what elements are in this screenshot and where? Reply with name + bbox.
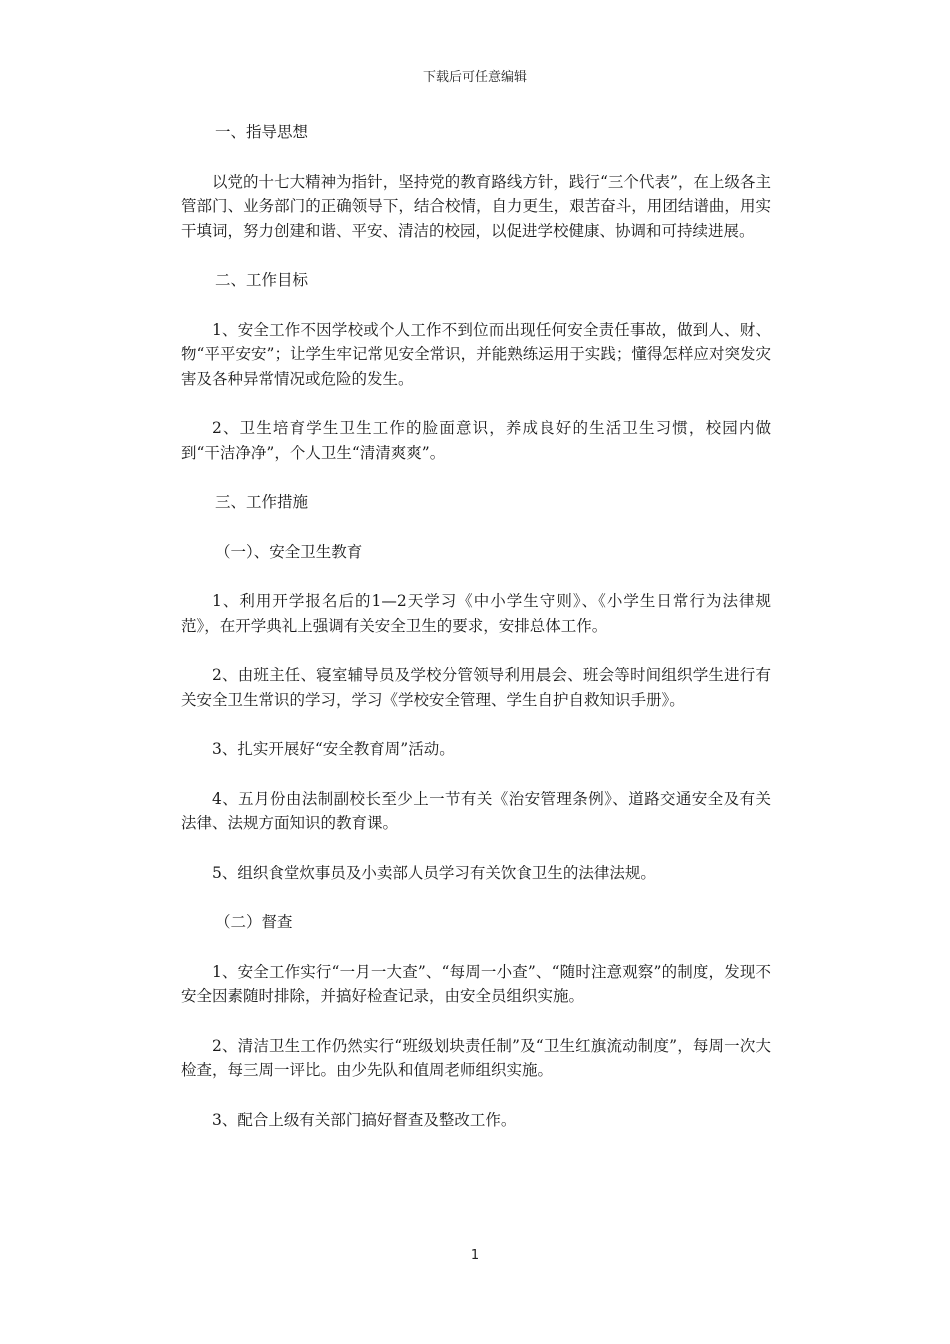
paragraph-education-2: 2、由班主任、寝室辅导员及学校分管领导利用晨会、班会等时间组织学生进行有关安全卫生常识的学习，学习《学校安全管理、学生自护自救知识手册》。 (181, 666, 771, 709)
paragraph-education-1: 1、利用开学报名后的1—2天学习《中小学生守则》、《小学生日常行为法律规范》，在开学典礼上强调有关安全卫生的要求，安排总体工作。 (181, 592, 771, 635)
subsection-heading-supervision: （二）督查 (215, 913, 293, 931)
paragraph-goal-2: 2、卫生培育学生卫生工作的脸面意识，养成良好的生活卫生习惯，校园内做到“干洁净净”，个人卫生“清清爽爽”。 (181, 419, 771, 462)
paragraph-supervision-1: 1、安全工作实行“一月一大查”、“每周一小查”、“随时注意观察”的制度，发现不安全因素随时排除，并搞好检查记录，由安全员组织实施。 (181, 962, 771, 1005)
section-heading-work-goals: 二、工作目标 (215, 271, 309, 289)
paragraph-education-4: 4、五月份由法制副校长至少上一节有关《治安管理条例》、道路交通安全及有关法律、法规方面知识的教育课。 (181, 789, 771, 832)
paragraph-goal-1: 1、安全工作不因学校或个人工作不到位而出现任何安全责任事故，做到人、财、物“平平安安”；让学生牢记常见安全常识，并能熟练运用于实践；懂得怎样应对突发灾害及各种异常情况或危险的发生。 (181, 320, 771, 388)
subsection-heading-education: （一）、安全卫生教育 (215, 542, 363, 561)
page-header: 下载后可任意编辑 (422, 70, 527, 85)
section-heading-work-measures: 三、工作措施 (215, 493, 309, 511)
section-heading-guiding-ideology: 一、指导思想 (215, 123, 309, 141)
document-body (181, 120, 771, 1157)
paragraph-guiding-ideology: 以党的十七大精神为指针，坚持党的教育路线方针，践行“三个代表”，在上级各主管部门、业务部门的正确领导下，结合校情，自力更生，艰苦奋斗，用团结谱曲，用实干填词，努力创建和谐、平安、清洁的校园，以促进学校健康、协调和可持续进展。 (181, 172, 771, 240)
paragraph-education-3: 3、扎实开展好“安全教育周”活动。 (212, 740, 455, 758)
paragraph-supervision-3: 3、配合上级有关部门搞好督查及整改工作。 (212, 1110, 517, 1129)
page-number: 1 (470, 1248, 480, 1263)
paragraph-education-5: 5、组织食堂炊事员及小卖部人员学习有关饮食卫生的法律法规。 (212, 863, 656, 882)
paragraph-supervision-2: 2、清洁卫生工作仍然实行“班级划块责任制”及“卫生红旗流动制度”，每周一次大检查，每三周一评比。由少先队和值周老师组织实施。 (181, 1036, 771, 1079)
